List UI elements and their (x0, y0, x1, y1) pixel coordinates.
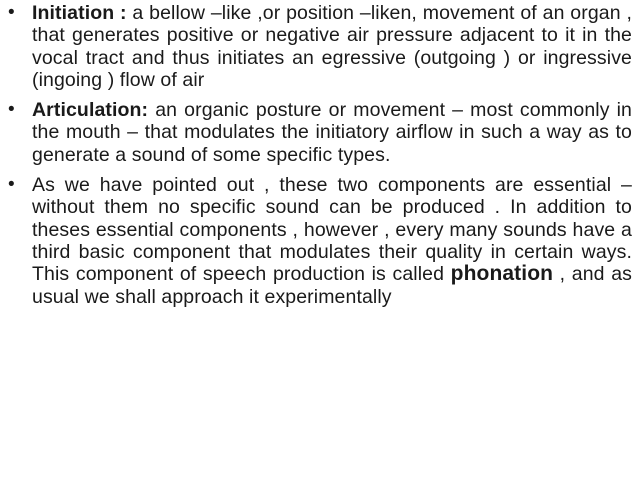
term-articulation: Articulation: (32, 99, 149, 122)
definition-initiation: a bellow –like ,or position –liken, movement of an organ , that generates positive or negative air pressure adjacent to it in the vocal tract and thus initiates an egressive (outgoing ) or ingressive (ingoing ) flow of air (32, 2, 632, 91)
bullet-initiation (6, 2, 632, 91)
phonation-text-before: As we have pointed out , these two components are essential – without them no specific sound can be produced . In addition to theses essential components , however , every many sounds have a third basic component that modulates their quality in certain ways. This component of speech production is called (32, 174, 632, 286)
bullet-dot-icon: • (8, 2, 15, 23)
bullet-phonation (6, 174, 632, 308)
bullet-dot-icon: • (8, 174, 15, 196)
term-phonation: phonation (450, 262, 554, 286)
bullet-dot-icon: • (8, 99, 15, 121)
phonation-text-after: , and as usual we shall approach it experimentally (32, 263, 632, 308)
term-initiation: Initiation : (32, 2, 127, 24)
bullet-list (6, 2, 632, 316)
bullet-articulation (6, 99, 632, 166)
definition-articulation: an organic posture or movement – most commonly in the mouth – that modulates the initiatory airflow in such a way as to generate a sound of some specific types. (32, 99, 632, 166)
